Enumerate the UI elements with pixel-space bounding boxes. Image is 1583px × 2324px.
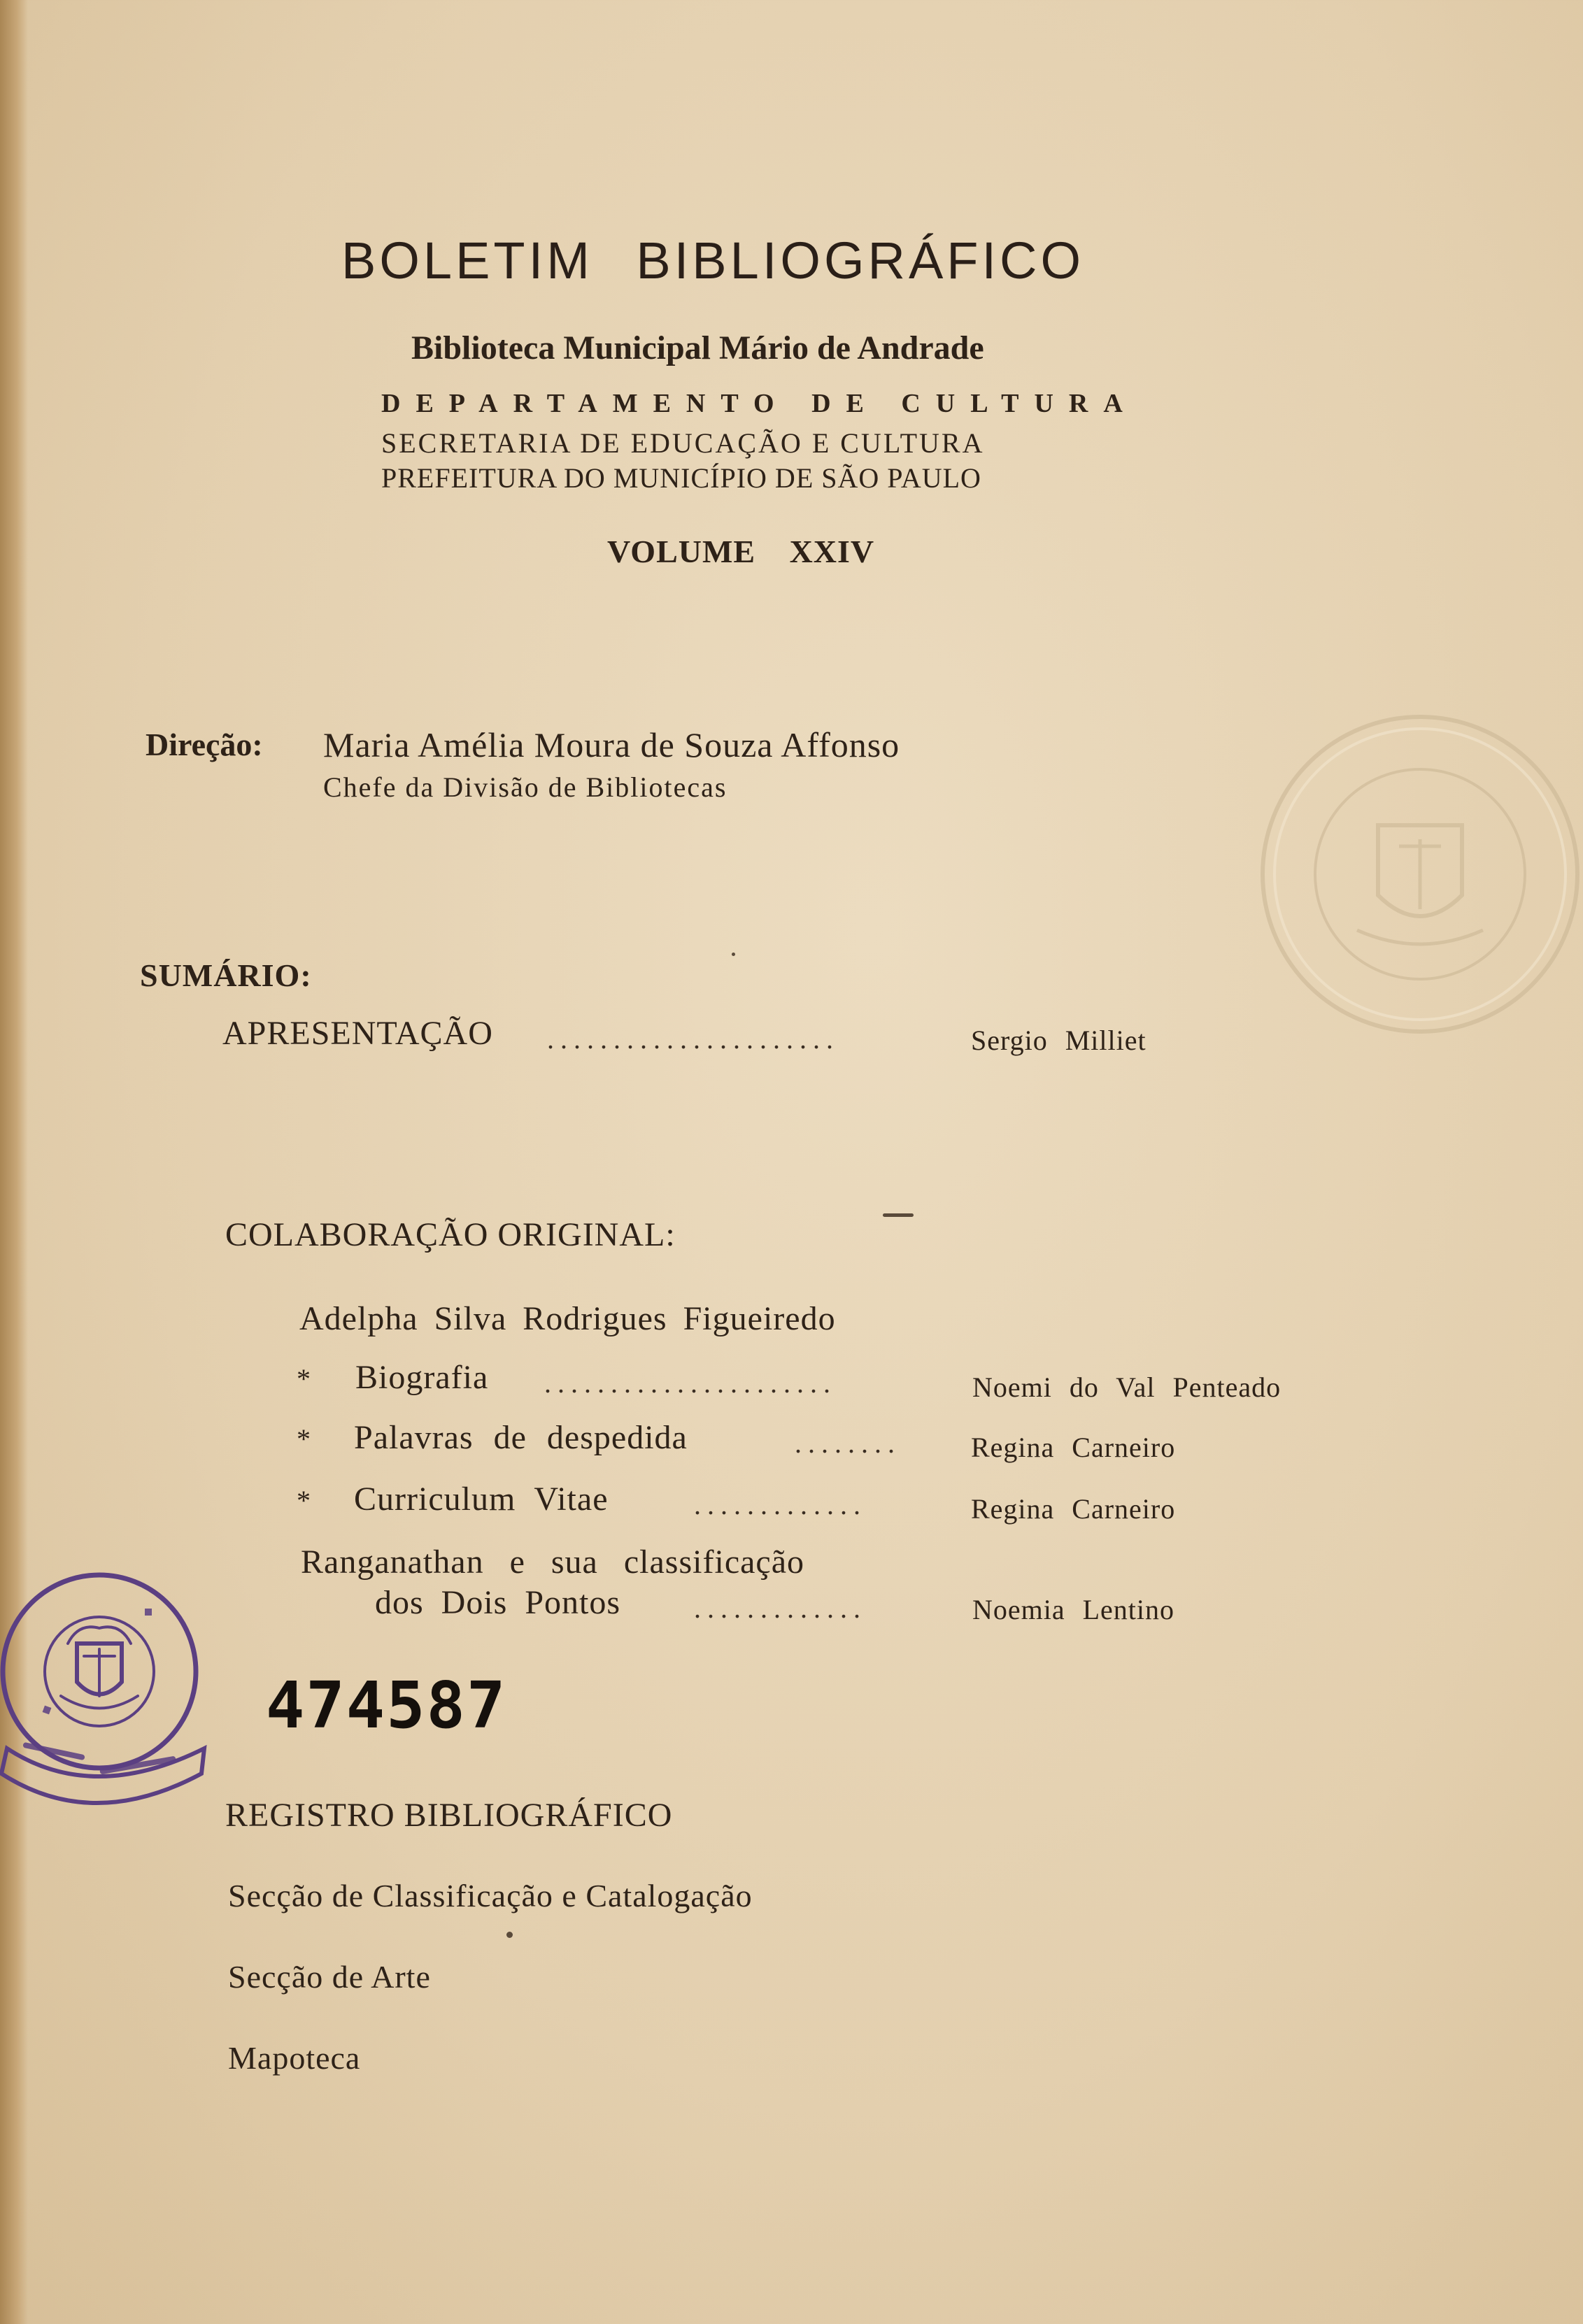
item-curriculum-title: Curriculum Vitae [354, 1481, 609, 1518]
item-biografia-title: Biografia [355, 1359, 489, 1396]
original-subject: Adelpha Silva Rodrigues Figueiredo [299, 1300, 836, 1337]
ranganathan-title: Ranganathan e sua classificação [301, 1544, 805, 1581]
item-despedida-title: Palavras de despedida [354, 1419, 688, 1456]
paper-mark [732, 953, 735, 956]
presentation-title: APRESENTAÇÃO [222, 1015, 493, 1052]
document-title: BOLETIM BIBLIOGRÁFICO [341, 231, 1085, 290]
item-biografia-author: Noemi do Val Penteado [972, 1371, 1282, 1403]
library-name: Biblioteca Municipal Mário de Andrade [411, 329, 984, 366]
ranganathan-author: Noemia Lentino [972, 1594, 1175, 1625]
department-line: DEPARTAMENTO DE CULTURA [381, 389, 1138, 418]
library-stamp-icon [0, 1539, 213, 1839]
presentation-leader: ...................... [547, 1023, 839, 1055]
director-role: Chefe da Divisão de Bibliotecas [323, 771, 727, 803]
presentation-author: Sergio Milliet [971, 1025, 1147, 1056]
item-biografia-leader: ...................... [544, 1367, 837, 1399]
summary-label: SUMÁRIO: [140, 957, 312, 993]
ranganathan-leader: ............. [694, 1592, 867, 1624]
register-item-catalogacao: Secção de Classificação e Catalogação [228, 1878, 753, 1913]
bullet-star-icon: * [297, 1485, 311, 1516]
page-spine-shadow [0, 0, 28, 2324]
register-item-mapoteca: Mapoteca [228, 2040, 361, 2076]
item-curriculum-leader: ............. [694, 1489, 867, 1520]
prefecture-line: PREFEITURA DO MUNICÍPIO DE SÃO PAULO [381, 462, 981, 494]
paper-mark [506, 1932, 513, 1938]
ranganathan-title-cont: dos Dois Pontos [375, 1584, 621, 1621]
direction-label: Direção: [145, 727, 263, 762]
accession-number: 474587 [266, 1668, 507, 1743]
register-item-arte: Secção de Arte [228, 1959, 431, 1995]
director-name: Maria Amélia Moura de Souza Affonso [323, 725, 900, 764]
bullet-star-icon: * [297, 1363, 311, 1395]
register-heading: REGISTRO BIBLIOGRÁFICO [225, 1797, 673, 1834]
original-heading: COLABORAÇÃO ORIGINAL: [225, 1216, 676, 1253]
volume-line: VOLUME XXIV [607, 534, 875, 569]
item-despedida-author: Regina Carneiro [971, 1432, 1176, 1463]
secretariat-line: SECRETARIA DE EDUCAÇÃO E CULTURA [381, 427, 985, 459]
item-curriculum-author: Regina Carneiro [971, 1493, 1176, 1525]
paper-mark [883, 1213, 914, 1217]
item-despedida-leader: ........ [795, 1427, 901, 1459]
bullet-star-icon: * [297, 1423, 311, 1455]
emboss-seal-icon [1252, 706, 1583, 1042]
